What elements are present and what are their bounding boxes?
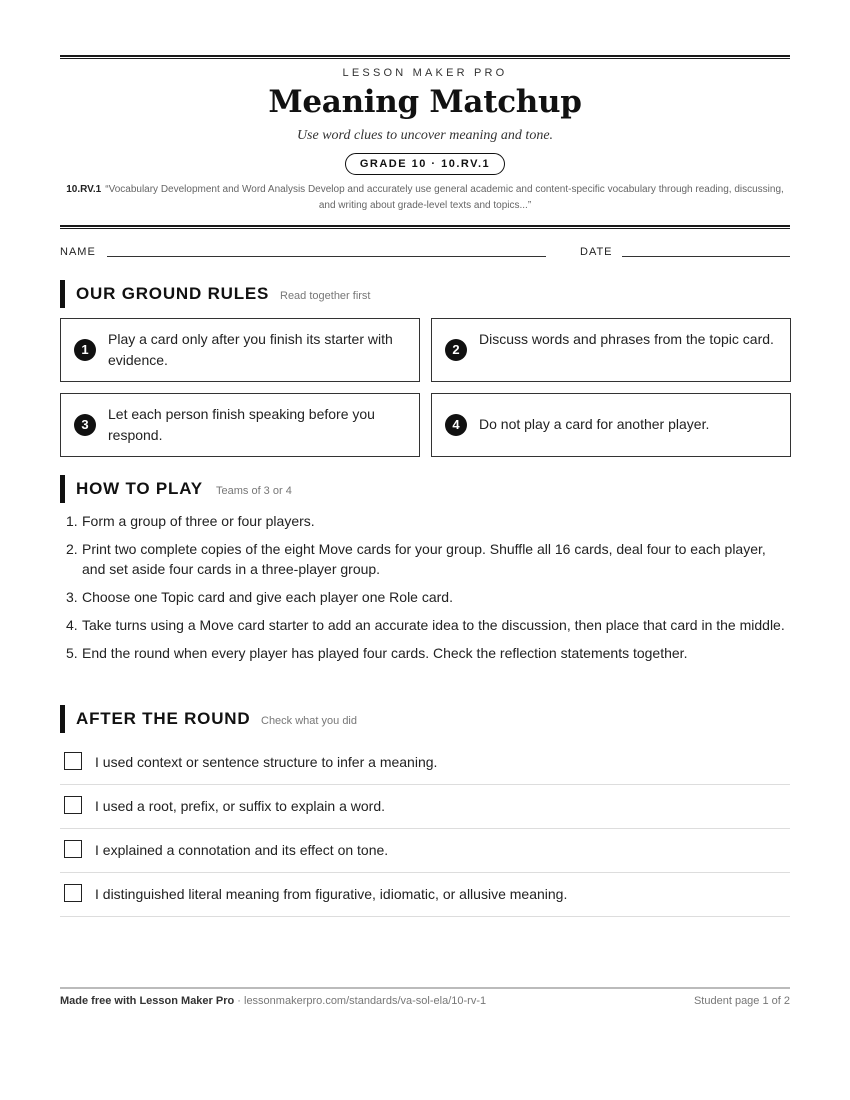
footer-url[interactable]: lessonmakerpro.com/standards/va-sol-ela/10-rv-1 — [244, 995, 487, 1007]
step-item — [60, 643, 790, 663]
name-field-line[interactable] — [107, 256, 546, 257]
step-text: Choose one Topic card and give each player one Role card. — [82, 589, 453, 605]
checkbox[interactable] — [64, 840, 82, 858]
checklist-item — [60, 785, 790, 829]
footer-page-number: Student page 1 of 2 — [693, 995, 790, 1007]
rule-number-badge: 3 — [74, 414, 96, 436]
step-text: End the round when every player has played four cards. Check the reflection statements together. — [82, 645, 688, 661]
checkbox[interactable] — [64, 796, 82, 814]
after-round-heading — [60, 705, 790, 731]
date-field-line[interactable] — [622, 256, 790, 257]
worksheet-page — [60, 0, 790, 1100]
step-number: 5. — [66, 645, 78, 661]
date-label: DATE — [580, 246, 613, 258]
footer-made-with: Made free with Lesson Maker Pro — [60, 995, 235, 1007]
step-number: 2. — [66, 541, 78, 557]
rule-text: Do not play a card for another player. — [479, 416, 710, 432]
footer-rule — [60, 987, 790, 989]
checklist-item — [60, 829, 790, 873]
checklist-item — [60, 741, 790, 785]
step-text: Form a group of three or four players. — [82, 513, 315, 529]
section-note: Check what you did — [261, 715, 357, 727]
step-item — [60, 511, 790, 531]
footer-separator: · — [234, 995, 244, 1007]
rule-text: Discuss words and phrases from the topic card. — [479, 331, 774, 347]
step-item — [60, 587, 790, 607]
page-footer — [60, 995, 790, 1007]
ground-rule-card-2 — [431, 318, 791, 382]
page-title: Meaning Matchup — [268, 84, 582, 120]
step-item — [60, 615, 790, 635]
section-title: OUR GROUND RULES — [76, 284, 270, 303]
standard-code: 10.RV.1 — [66, 184, 102, 195]
rule-text: Play a card only after you finish its starter with evidence. — [108, 331, 393, 368]
section-bar — [60, 280, 65, 308]
name-label: NAME — [60, 246, 96, 258]
step-text: Take turns using a Move card starter to add an accurate idea to the discussion, then place that card in the middle. — [82, 617, 785, 633]
step-item — [60, 539, 790, 579]
ground-rule-card-3 — [60, 393, 420, 457]
step-number: 4. — [66, 617, 78, 633]
checklist-text: I explained a connotation and its effect on tone. — [95, 842, 389, 858]
header-bottom-double-rule — [60, 225, 790, 229]
standard-text: “Vocabulary Development and Word Analysis Develop and accurately use general academic and content-specific vocabulary through reading, discussing, and writing about grade-level texts and topics...” — [105, 184, 784, 211]
grade-badge-wrap — [60, 153, 790, 175]
how-to-play-steps — [60, 511, 790, 671]
brand-name: LESSON MAKER PRO — [342, 67, 508, 79]
standard-description — [60, 182, 790, 214]
checkbox[interactable] — [64, 752, 82, 770]
step-number: 3. — [66, 589, 78, 605]
checklist-text: I used context or sentence structure to infer a meaning. — [95, 754, 438, 770]
section-title: HOW TO PLAY — [76, 479, 203, 498]
step-number: 1. — [66, 513, 78, 529]
rule-number-badge: 1 — [74, 339, 96, 361]
reflection-checklist — [60, 741, 790, 917]
section-bar — [60, 705, 65, 733]
checklist-text: I distinguished literal meaning from figurative, idiomatic, or allusive meaning. — [95, 886, 568, 902]
step-text: Print two complete copies of the eight Move cards for your group. Shuffle all 16 cards, deal four to each player, and set aside four cards in a three-player group. — [82, 541, 766, 577]
top-double-rule — [60, 55, 790, 59]
ground-rules-heading — [60, 280, 790, 306]
checklist-item — [60, 873, 790, 917]
checklist-text: I used a root, prefix, or suffix to explain a word. — [95, 798, 386, 814]
rule-number-badge: 4 — [445, 414, 467, 436]
section-bar — [60, 475, 65, 503]
section-note: Teams of 3 or 4 — [216, 485, 292, 497]
how-to-play-heading — [60, 475, 790, 501]
name-date-row — [60, 245, 790, 261]
checkbox[interactable] — [64, 884, 82, 902]
grade-badge: GRADE 10 · 10.RV.1 — [345, 153, 505, 175]
rule-text: Let each person finish speaking before you respond. — [108, 406, 375, 443]
section-note: Read together first — [280, 290, 371, 302]
ground-rule-card-4 — [431, 393, 791, 457]
rule-number-badge: 2 — [445, 339, 467, 361]
page-subtitle: Use word clues to uncover meaning and tone. — [296, 128, 554, 143]
section-title: AFTER THE ROUND — [76, 709, 251, 728]
ground-rule-card-1 — [60, 318, 420, 382]
